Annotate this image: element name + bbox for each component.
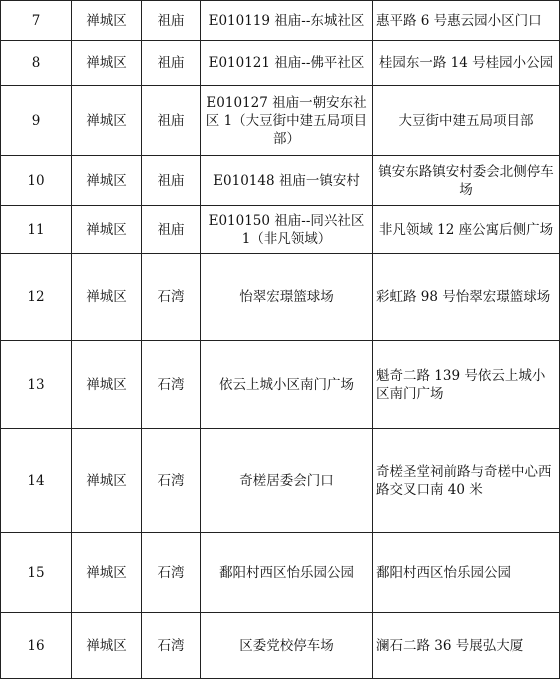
site-name-cell: E010148 祖庙一镇安村 bbox=[201, 156, 373, 206]
row-number: 8 bbox=[1, 41, 72, 86]
site-name-cell: E010150 祖庙--同兴社区 1（非凡领域） bbox=[201, 206, 373, 254]
site-name-cell: E010121 祖庙--佛平社区 bbox=[201, 41, 373, 86]
address-cell: 镇安东路镇安村委会北侧停车场 bbox=[373, 156, 560, 206]
district-cell: 禅城区 bbox=[72, 86, 142, 156]
table-row bbox=[1, 41, 560, 86]
table-row bbox=[1, 341, 560, 429]
district-cell: 禅城区 bbox=[72, 429, 142, 533]
table-row bbox=[1, 254, 560, 341]
row-number: 11 bbox=[1, 206, 72, 254]
town-cell: 祖庙 bbox=[142, 41, 201, 86]
town-cell: 祖庙 bbox=[142, 86, 201, 156]
address-cell: 鄱阳村西区怡乐园公园 bbox=[373, 533, 560, 613]
town-cell: 石湾 bbox=[142, 533, 201, 613]
address-cell: 非凡领域 12 座公寓后侧广场 bbox=[373, 206, 560, 254]
district-cell: 禅城区 bbox=[72, 341, 142, 429]
address-cell: 奇槎圣堂祠前路与奇槎中心西路交叉口南 40 米 bbox=[373, 429, 560, 533]
address-cell: 桂园东一路 14 号桂园小公园 bbox=[373, 41, 560, 86]
town-cell: 祖庙 bbox=[142, 1, 201, 41]
row-number: 12 bbox=[1, 254, 72, 341]
district-cell: 禅城区 bbox=[72, 206, 142, 254]
district-cell: 禅城区 bbox=[72, 41, 142, 86]
table-row bbox=[1, 613, 560, 679]
row-number: 7 bbox=[1, 1, 72, 41]
site-name-cell: E010127 祖庙一朝安东社区 1（大豆街中建五局项目部） bbox=[201, 86, 373, 156]
town-cell: 石湾 bbox=[142, 429, 201, 533]
table-row bbox=[1, 1, 560, 41]
site-name-cell: 奇槎居委会门口 bbox=[201, 429, 373, 533]
table-row bbox=[1, 206, 560, 254]
address-cell: 澜石二路 36 号展弘大厦 bbox=[373, 613, 560, 679]
row-number: 10 bbox=[1, 156, 72, 206]
address-cell: 大豆街中建五局项目部 bbox=[373, 86, 560, 156]
table-row bbox=[1, 533, 560, 613]
row-number: 14 bbox=[1, 429, 72, 533]
site-name-cell: 区委党校停车场 bbox=[201, 613, 373, 679]
site-name-cell: E010119 祖庙--东城社区 bbox=[201, 1, 373, 41]
address-cell: 惠平路 6 号惠云园小区门口 bbox=[373, 1, 560, 41]
row-number: 16 bbox=[1, 613, 72, 679]
address-cell: 彩虹路 98 号怡翠宏璟篮球场 bbox=[373, 254, 560, 341]
district-cell: 禅城区 bbox=[72, 254, 142, 341]
town-cell: 石湾 bbox=[142, 341, 201, 429]
district-cell: 禅城区 bbox=[72, 156, 142, 206]
site-name-cell: 依云上城小区南门广场 bbox=[201, 341, 373, 429]
row-number: 9 bbox=[1, 86, 72, 156]
table-row bbox=[1, 86, 560, 156]
district-cell: 禅城区 bbox=[72, 1, 142, 41]
town-cell: 石湾 bbox=[142, 613, 201, 679]
site-name-cell: 怡翠宏璟篮球场 bbox=[201, 254, 373, 341]
district-cell: 禅城区 bbox=[72, 613, 142, 679]
row-number: 15 bbox=[1, 533, 72, 613]
town-cell: 祖庙 bbox=[142, 206, 201, 254]
table-row bbox=[1, 429, 560, 533]
site-name-cell: 鄱阳村西区怡乐园公园 bbox=[201, 533, 373, 613]
table-row bbox=[1, 156, 560, 206]
address-cell: 魁奇二路 139 号依云上城小区南门广场 bbox=[373, 341, 560, 429]
town-cell: 石湾 bbox=[142, 254, 201, 341]
district-cell: 禅城区 bbox=[72, 533, 142, 613]
row-number: 13 bbox=[1, 341, 72, 429]
town-cell: 祖庙 bbox=[142, 156, 201, 206]
